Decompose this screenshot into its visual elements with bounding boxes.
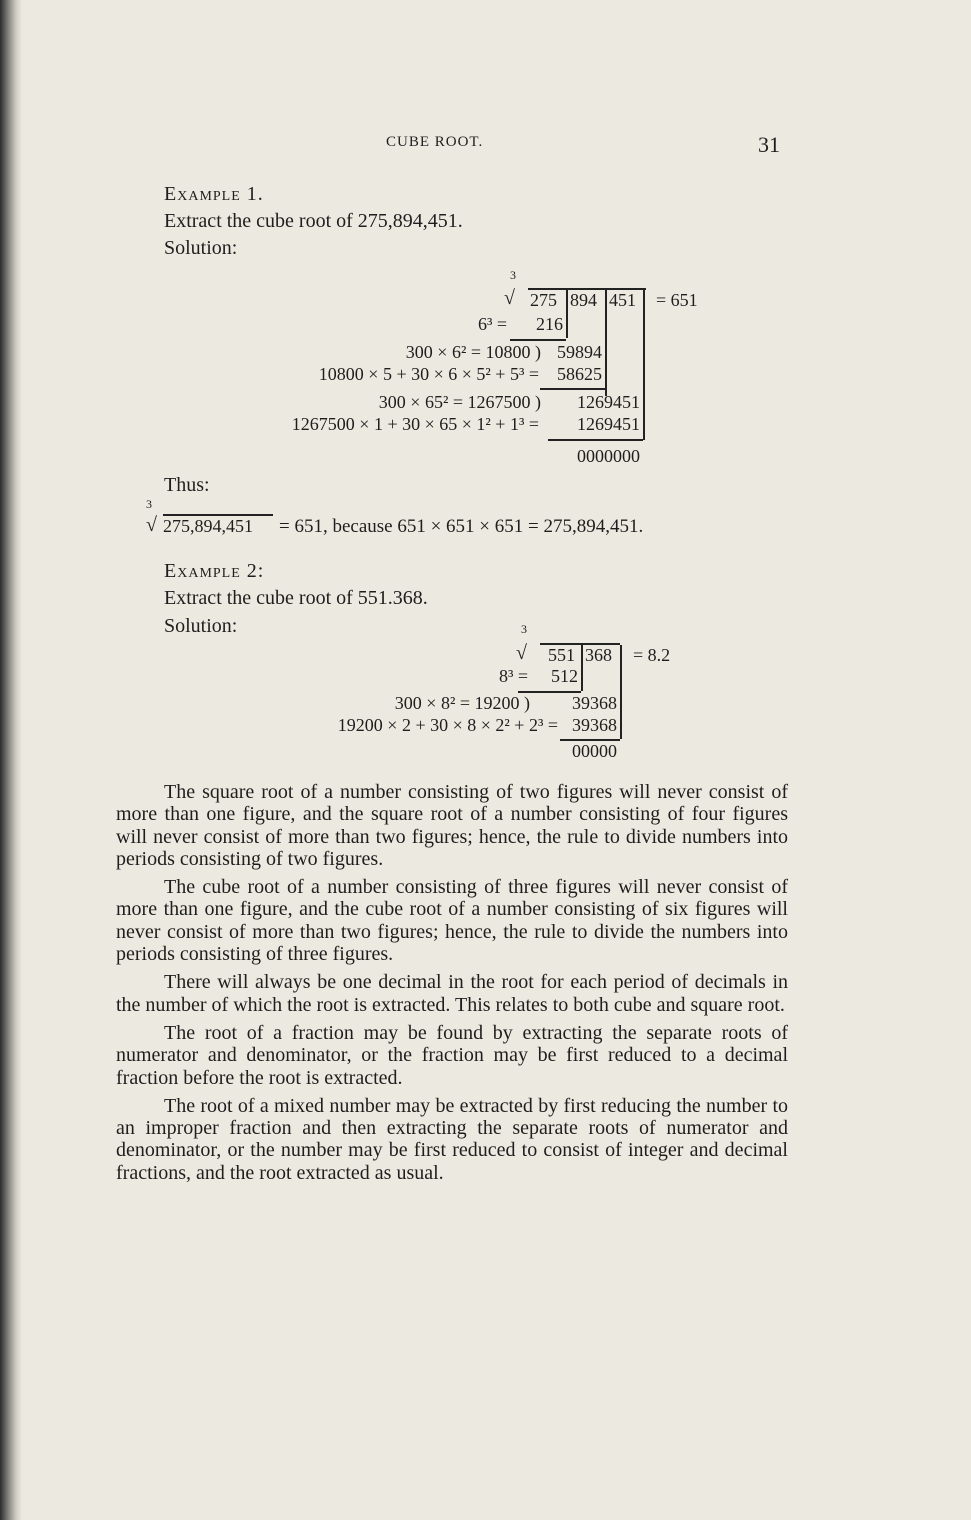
example-2-prompt: Extract the cube root of 551.368. <box>164 587 428 609</box>
paragraph: The root of a fraction may be found by extracting the separate roots of numerator and denominator, or the fraction may be first reduced to a decimal fraction before the root is extracted. <box>116 1021 788 1089</box>
step-value: 58625 <box>557 364 602 384</box>
book-gutter <box>0 0 22 1520</box>
step-value: 1269451 <box>577 392 640 412</box>
paragraph: The cube root of a number consisting of three figures will never consist of more than one figure, and the cube root of a number consisting of six figures will never consist of more than two figures; hence, the rule to divide the numbers into periods consisting of three figures. <box>116 876 788 966</box>
radical-index: 3 <box>146 497 152 511</box>
step-left: 6³ = <box>477 314 507 334</box>
period: 275 <box>530 290 557 310</box>
step-left: 8³ = <box>498 666 528 686</box>
paragraph: The root of a mixed number may be extracted by first reducing the number to an improper fraction and then extracting the separate roots of numerator and denominator, or the number may be first reduced to consist of integer and decimal fractions, and the root extracted as usual. <box>116 1094 788 1184</box>
period: 368 <box>585 645 612 665</box>
root-result: = 651 <box>656 290 698 310</box>
step-value: 1269451 <box>577 414 640 434</box>
paragraph: The square root of a number consisting of two figures will never consist of more than one figure, and the square root of a number consisting of four figures will never consist of more than two figures; hence, the rule to divide numbers into periods consisting of two figures. <box>116 781 788 870</box>
period: 551 <box>548 645 575 665</box>
example-1-label: Example 1. <box>164 183 264 205</box>
step-value: 216 <box>536 314 563 334</box>
radical-index: 3 <box>510 268 516 282</box>
step-value: 59894 <box>557 342 602 362</box>
step-value: 39368 <box>572 715 617 735</box>
example-1-prompt: Extract the cube root of 275,894,451. <box>164 210 463 232</box>
radical-sign: √ <box>146 514 157 536</box>
radical-sign: √ <box>504 287 515 309</box>
radical-sign: √ <box>516 642 527 664</box>
period: 894 <box>570 290 597 310</box>
step-left: 19200 × 2 + 30 × 8 × 2² + 2³ = <box>337 715 558 735</box>
step-value: 512 <box>551 666 578 686</box>
radical-index: 3 <box>521 622 527 636</box>
page-number: 31 <box>758 132 780 157</box>
step-left: 300 × 8² = 19200 ) <box>394 693 530 713</box>
period: 451 <box>609 290 636 310</box>
step-left: 300 × 65² = 1267500 ) <box>378 392 541 412</box>
running-head: CUBE ROOT. <box>386 134 484 150</box>
radicand: 275,894,451 <box>163 516 253 536</box>
paragraph: There will always be one decimal in the root for each period of decimals in the number of which the root is extracted. This relates to both cube and square root. <box>116 971 788 1016</box>
root-result: = 8.2 <box>633 645 671 665</box>
step-left: 10800 × 5 + 30 × 6 × 5² + 5³ = <box>318 364 539 384</box>
example-2-solution-label: Solution: <box>164 615 238 637</box>
thus-label: Thus: <box>164 474 210 496</box>
step-value: 39368 <box>572 693 617 713</box>
step-left: 1267500 × 1 + 30 × 65 × 1² + 1³ = <box>291 414 539 434</box>
statement: = 651, because 651 × 651 × 651 = 275,894,451. <box>279 516 644 537</box>
step-left: 300 × 6² = 10800 ) <box>405 342 541 362</box>
example-2-label: Example 2: <box>164 560 265 582</box>
final-remainder: 00000 <box>572 741 617 761</box>
example-1-solution-label: Solution: <box>164 237 238 259</box>
final-remainder: 0000000 <box>577 446 640 466</box>
body-text <box>116 781 788 1190</box>
